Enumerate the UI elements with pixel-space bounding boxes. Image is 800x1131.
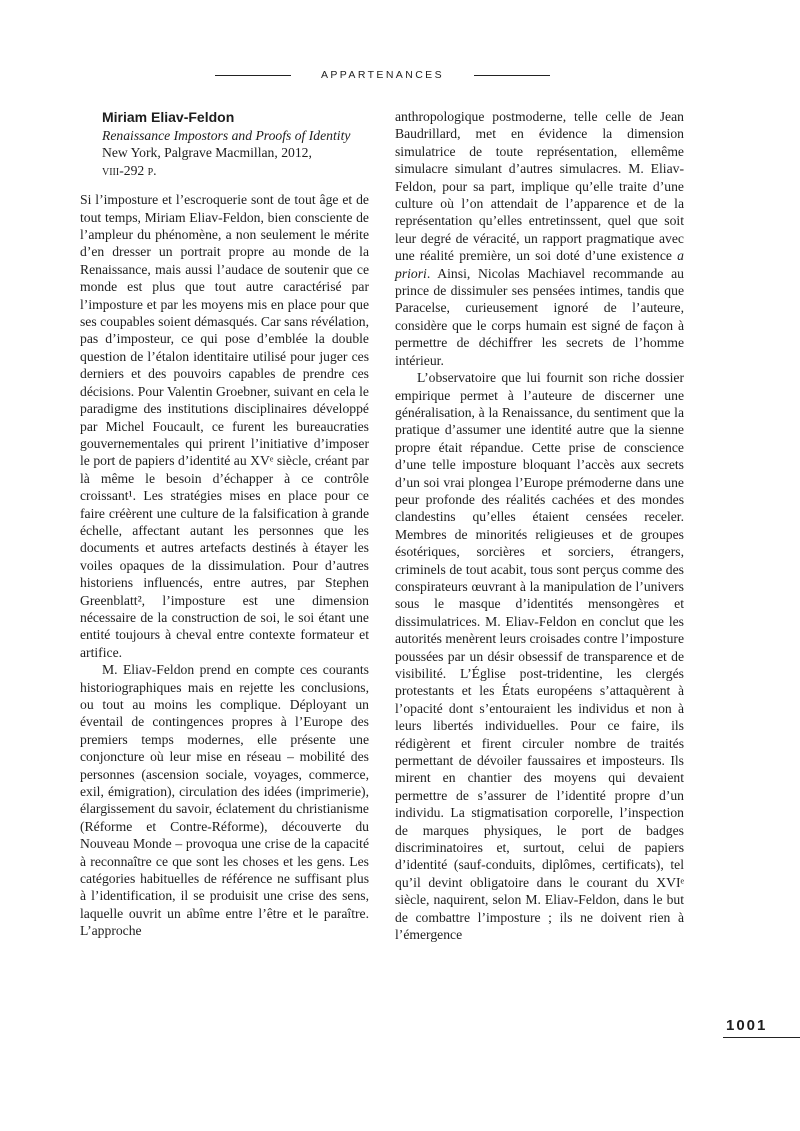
right-column [395, 108, 684, 944]
paragraph: M. Eliav-Feldon prend en compte ces courants historiographiques mais en rejette les conclusions, ou tout au moins les complique. Déployant un éventail de contingences propres à l’Europe des premiers temps modernes, elle présente une conjoncture où leur mise en réseau – mobilité des personnes (ascension sociale, voyages, commerce, exil, émigration), circulation des idées (imprimerie), élargissement du savoir, éclatement du christianisme (Réforme et Contre-Réforme), découverte du Nouveau Monde – provoqua une crise de la capacité à reconnaître ce que sont les choses et les gens. Les catégories habituelles de référence ne suffisant plus à l’identification, il se produisit une crise des sens, laquelle ouvrit un abîme entre l’être et le paraître. L’approche [80, 662, 369, 939]
paragraph-text: . Ainsi, Nicolas Machiavel recommande au prince de dissimuler ses pensées intimes, tandis que Paracelse, curieusement ignoré de l’auteure, considère que le corps humain est signé de façon à permettre de déchiffrer les secrets de l’homme intérieur. [395, 265, 684, 368]
header-rule-right [474, 75, 550, 76]
book-publisher: New York, Palgrave Macmillan, 2012, [102, 145, 312, 161]
paragraph-text: anthropologique postmoderne, telle celle de Jean Baudrillard, met en évidence la dimension simulatrice de toute représentation, ellemême simulacre simulant d’autres simulacres. M. Eliav-Feldon, pour sa part, implique qu’elle traite d’une culture où l’on attendait de l’apparence et de la représentation qu’elles entretinssent, quel que soit leur degré de véracité, un rapport pragmatique avec une réalité première, un soi doté d’une existence [395, 109, 684, 264]
paragraph: L’observatoire que lui fournit son riche dossier empirique permet à l’auteure de discerner une généralisation, à la Renaissance, du sentiment que la pratique d’assumer une identité autre que la sienne propre était répandue. Cette prise de conscience d’une telle imposture bloquant l’accès aux secrets d’un soi vrai plongea l’Europe prémoderne dans une peur profonde des réalités cachées et des mondes clandestins qu’elles étaient censées receler. Membres de minorités religieuses et de groupes ésotériques, sorcières et sorciers, étrangers, criminels de tout acabit, tous sont perçus comme des conspirateurs œuvrant à la manipulation de l’univers sous le masque d’identités mensongères et dissimulatrices. M. Eliav-Feldon en conclut que les autorités menèrent leurs croisades contre l’imposture poussées par un désir obsessif de transparence et de visibilité. L’Église post-tridentine, les clergés protestants et les États européens s’attaquèrent à l’opacité dont s’entouraient les individus et non à leurs libertés individuelles. Pour ce faire, ils rédigèrent et firent circuler nombre de traités permettant de dévoiler faussaires et imposteurs. Ils mirent en chantier des moyens qui devaient permettre de s’assurer de l’identité propre d’un individu. La stigmatisation corporelle, l’inspection de marques physiques, le port de badges discriminatoires et, surtout, celui de papiers d’identité (sauf-conduits, diplômes, certificats), tel qu’il devint obligatoire dans le courant du XVIᵉ siècle, naquirent, selon M. Eliav-Feldon, dans le but de combattre l’imposture ; ils ne doivent rien à l’émergence [395, 370, 685, 943]
paragraph: Si l’imposture et l’escroquerie sont de tout âge et de tout temps, Miriam Eliav-Feldon, bien consciente de l’ampleur du phénomène, a non seulement le mérite d’en dresser un portrait propre au monde de la Renaissance, mais aussi l’audace de soutenir que ce monde est plus que tout autre caractérisé par l’imposture et par les moyens mis en place pour que ses coupables soient démasqués. Car sans révélation, pas d’imposteur, ce qui pose d’emblée la double question de l’étalon identitaire utilisé pour juger ces derniers et des pouvoirs capables de prendre ces décisions. Pour Valentin Groebner, suivant en cela le paradigme des institutions disciplinaires développé par Michel Foucault, ce furent les bureaucraties gouvernementales qui prirent l’initiative d’imposer le port de papiers d’identité au XVᵉ siècle, créant par là même le besoin d’échapper à ce contrôle croissant¹. Les stratégies mises en place pour ce faire créèrent une culture de la falsification à grande échelle, affectant autant les personnes que les documents et autres artefacts destinés à étayer les voiles opaques de la dissimulation. Pour d’autres historiens influencés, entre autres, par Stephen Greenblatt², l’imposture est une dimension nécessaire de la construction de soi, le soi étant une entité toujours à cheval entre contexte formateur et artifice. [80, 192, 369, 660]
book-pages: viii-292 p. [102, 162, 157, 178]
page-number-rule [723, 1037, 800, 1038]
section-title: APPARTENANCES [320, 69, 444, 81]
italic-term: a priori [395, 248, 684, 281]
paragraph [395, 108, 684, 369]
book-author: Miriam Eliav-Feldon [102, 109, 235, 125]
header-rule-left [215, 75, 291, 76]
running-header [0, 68, 800, 82]
page-number: 1001 [726, 1017, 768, 1034]
book-reference [80, 108, 369, 179]
book-title: Renaissance Impostors and Proofs of Identity [102, 128, 351, 143]
left-column [80, 108, 369, 940]
